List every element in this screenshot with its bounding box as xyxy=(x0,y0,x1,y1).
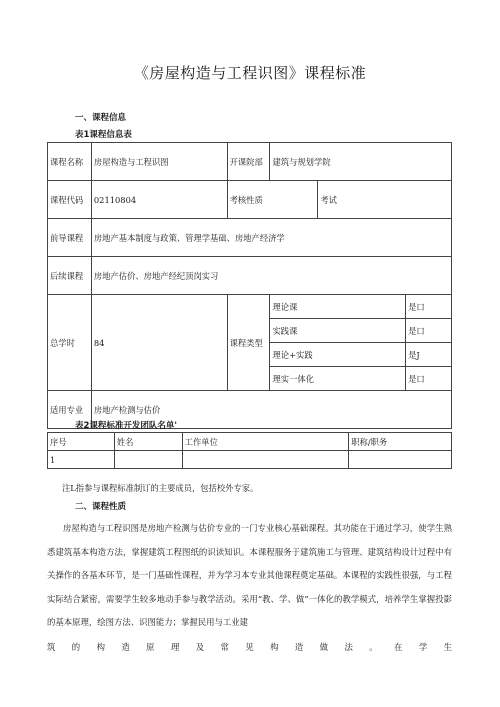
team-table xyxy=(47,432,452,469)
course-name-value: 房屋构造与工程识图 xyxy=(91,143,227,181)
code-value: 02110804 xyxy=(91,181,227,219)
type-name: 理论课 xyxy=(270,295,406,319)
table2-caption: 表2课程标准开发团队名单' xyxy=(75,421,178,431)
prereq-value: 房地产基本制度与政策、管理学基础、房地产经济学 xyxy=(91,219,451,257)
team-header-name: 姓名 xyxy=(114,433,182,451)
code-label: 课程代码 xyxy=(48,181,92,219)
hours-value: 84 xyxy=(91,295,227,391)
team-cell-title xyxy=(349,451,452,469)
team-cell-index: 1 xyxy=(48,451,115,469)
major-label: 适用专业 xyxy=(48,391,92,429)
type-mark: 是口 xyxy=(406,367,452,391)
table-note: 注L指参与课程标准制订的主要成员，包括校外专家。 xyxy=(62,483,259,493)
section-heading-course-info: 一、课程信息 xyxy=(75,113,127,123)
type-mark: 是口 xyxy=(406,319,452,343)
section-heading-course-nature: 二、课程性质 xyxy=(75,502,127,512)
major-value: 房地产检测与估价 xyxy=(91,391,451,429)
team-header-title: 职称/职务 xyxy=(349,433,452,451)
body-paragraph-last-line: 筑的构造原理及常见构造做法。在学生 xyxy=(47,642,452,652)
prereq-label: 前导课程 xyxy=(48,219,92,257)
exam-type-value: 考试 xyxy=(318,181,452,219)
table1-caption: 表1课程信息表 xyxy=(75,130,132,140)
followup-value: 房地产估价、房地产经纪顶岗实习 xyxy=(91,257,451,295)
type-name: 理实一体化 xyxy=(270,367,406,391)
exam-type-label: 考核性质 xyxy=(227,181,318,219)
type-mark: 是J xyxy=(406,343,452,367)
page-title: 《房屋构造与工程识图》课程标准 xyxy=(133,64,367,82)
body-paragraph: 房屋构造与工程识图是房地产检测与估价专业的一门专业核心基础课程。其功能在于通过学习，使学生熟悉建筑基本构造方法，掌握建筑工程图纸的识读知识。本课程服务于建筑施工与管理、建筑结构设计过程中有关操作的各基本环节，是一门基础性课程，并为学习本专业其他课程奠定基础。本课程的实践性很强，与工程实际结合紧密，需要学生较多地动手参与教学活动。采用“教、学、做”一体化的教学模式，培养学生掌握投影的基本原理，绘图方法、识图能力；掌握民用与工业建 xyxy=(47,523,452,628)
team-header-index: 序号 xyxy=(48,433,115,451)
course-type-label: 课程类型 xyxy=(227,295,270,391)
team-header-unit: 工作单位 xyxy=(182,433,349,451)
team-cell-name xyxy=(114,451,182,469)
dept-value: 建筑与规划学院 xyxy=(270,143,452,181)
hours-label: 总学时 xyxy=(48,295,92,391)
team-cell-unit xyxy=(182,451,349,469)
type-name: 实践课 xyxy=(270,319,406,343)
type-name: 理论+实践 xyxy=(270,343,406,367)
table-row xyxy=(48,451,452,469)
course-info-table xyxy=(47,142,452,429)
followup-label: 后续课程 xyxy=(48,257,92,295)
type-mark: 是口 xyxy=(406,295,452,319)
course-name-label: 课程名称 xyxy=(48,143,92,181)
dept-label: 开课院部 xyxy=(227,143,270,181)
